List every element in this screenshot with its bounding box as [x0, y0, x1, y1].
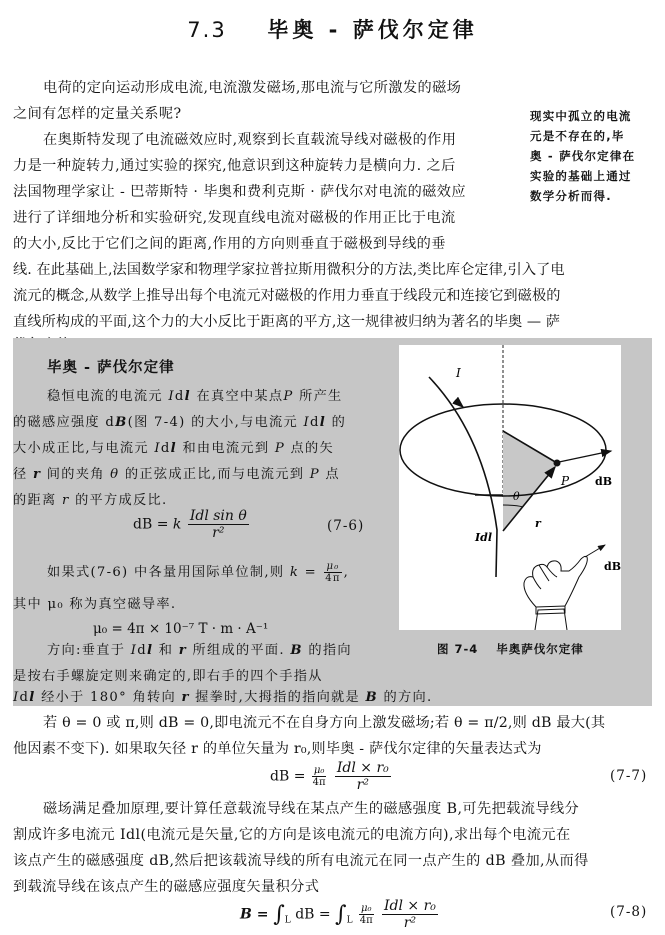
numerator: μ₀ [313, 765, 325, 776]
equation-number: (7-6) [327, 518, 365, 534]
text: 点的矢 [285, 441, 335, 456]
var-P: P [309, 467, 320, 482]
side-note-line: 奥 - 萨伐尔定律在 [530, 149, 636, 163]
text: d [310, 415, 320, 430]
text: 所产生 [293, 389, 343, 404]
var-B: B [365, 690, 378, 705]
text-line: 该点产生的磁感强度 dB,然后把该载流导线的所有电流元在同一点产生的 dB 叠加,从而得 [13, 853, 589, 869]
fraction [188, 508, 249, 541]
text-line: 之间有怎样的定量关系呢? [13, 106, 182, 122]
text: 握拳时,大拇指的指向就是 [189, 690, 366, 705]
text: 所组成的平面. [187, 643, 291, 658]
side-note-line: 元是不存在的,毕 [530, 129, 625, 143]
text: , [343, 565, 350, 580]
text-line: 流元的概念,从数学上推导出每个电流元对磁极的作用力垂直于线段元和连接它到磁极的 [13, 288, 561, 304]
fraction [382, 898, 438, 931]
denominator: r² [403, 915, 417, 931]
text: 在真空中某点 [190, 389, 284, 404]
fraction [335, 760, 391, 793]
var-B: B [115, 415, 128, 430]
numerator: Idl × r₀ [336, 760, 389, 776]
side-note-line: 数学分析而得. [530, 189, 612, 203]
var-r: r [32, 467, 42, 482]
text: d [160, 441, 171, 456]
var-I: I [303, 415, 311, 430]
figure-caption [437, 641, 584, 657]
law-text-line [13, 685, 432, 711]
fraction [324, 561, 341, 584]
var-B: B [290, 643, 303, 658]
side-note-line: 实验的基础上通过 [530, 169, 632, 183]
denominator: 4π [359, 915, 373, 926]
var-P: P [274, 441, 286, 456]
eq-lhs: B = [240, 906, 274, 923]
label-r: r [535, 517, 541, 530]
numerator: Idl sin θ [189, 508, 247, 524]
label-dB-hand: dB [604, 560, 621, 573]
point-P-icon [554, 460, 561, 467]
label-Idl: Idl [475, 531, 493, 544]
law-text-line: 其中 μ₀ 称为真空磁导率. [13, 597, 177, 612]
figure-7-4 [399, 345, 621, 630]
numerator: μ₀ [326, 561, 340, 572]
law-text-line: 是按右手螺旋定则来确定的,即右手的四个手指从 [13, 669, 323, 684]
text-line: 电荷的定向运动形成电流,电流激发磁场,那电流与它所激发的磁场 [43, 80, 462, 96]
caption-title: 毕奥萨伐尔定律 [496, 642, 584, 656]
var-r: r [178, 643, 187, 658]
text: 间的夹角 [41, 467, 111, 482]
var-P: P [283, 389, 294, 404]
section-number: 7.3 [187, 18, 227, 42]
equation-7-8 [240, 898, 440, 931]
var-l: l [319, 415, 327, 430]
text-line: 割成许多电流元 Idl(电流元是矢量,它的方向是该电流元的电流方向),求出每个电流元在 [13, 827, 571, 843]
denominator: r² [356, 777, 369, 793]
label-theta: θ [513, 490, 520, 503]
text: 点 [319, 467, 340, 482]
text: d [19, 690, 30, 705]
integral-sign: ∫ [335, 902, 347, 927]
eq-mid: dB = [295, 906, 336, 923]
eq-lhs: dB = [270, 768, 310, 785]
biot-savart-diagram [399, 345, 621, 630]
side-note-line: 现实中孤立的电流 [530, 109, 632, 123]
var-I: I [130, 643, 138, 658]
label-point-P: P [561, 474, 570, 488]
equation-number: (7-8) [610, 904, 648, 920]
text-line: 力是一种旋转力,通过实验的探究,他意识到这种旋转力是横向力. 之后 [13, 158, 456, 174]
law-box [13, 338, 652, 706]
text: 径 [13, 467, 33, 482]
var-I: I [154, 441, 161, 456]
var-l: l [170, 441, 177, 456]
text-line: 进行了详细地分析和实验研究,发现直线电流对磁极的作用正比于电流 [13, 210, 456, 226]
var-I: I [168, 389, 175, 404]
denominator: 4π [325, 573, 341, 584]
text-line: 法国物理学家让 - 巴蒂斯特 · 毕奥和费利克斯 · 萨伐尔对电流的磁效应 [13, 184, 466, 200]
law-text-line [13, 436, 334, 462]
equation-7-7 [270, 760, 393, 793]
text-line: 磁场满足叠加原理,要计算任意载流导线在某点产生的磁感强度 B,可先把载流导线分 [43, 801, 580, 817]
section-heading [0, 14, 665, 44]
law-text-line [13, 410, 346, 436]
label-dB: dB [595, 475, 612, 488]
text: 的指向 [302, 643, 352, 658]
var-l: l [184, 389, 191, 404]
var-r: r [61, 493, 70, 508]
law-text-line [47, 384, 343, 410]
var-k: k [289, 565, 300, 580]
text: d [174, 389, 185, 404]
text: 的平方成反比. [69, 493, 168, 508]
text: 稳恒电流的电流元 [47, 389, 169, 404]
integral-limit: L [284, 915, 291, 926]
integral-limit: L [346, 915, 353, 926]
text: = [299, 565, 323, 580]
fraction [312, 765, 327, 788]
caption-number: 图 7-4 [437, 642, 479, 656]
text: d [137, 643, 147, 658]
text: 经小于 180° 角转向 [35, 690, 182, 705]
text: (图 7-4) 的大小,与电流元 [127, 415, 304, 430]
integral-sign: ∫ [273, 902, 285, 927]
text-line: 在奥斯特发现了电流磁效应时,观察到长直载流导线对磁极的作用 [43, 132, 457, 148]
right-hand-icon [524, 556, 587, 630]
current-arrow-icon [455, 400, 463, 407]
fraction [359, 903, 374, 926]
var-I: I [13, 690, 20, 705]
text: 大小成正比,与电流元 [13, 441, 155, 456]
text: 和由电流元到 [176, 441, 275, 456]
text: 的 [326, 415, 347, 430]
var-theta: θ [110, 467, 120, 482]
numerator: μ₀ [361, 903, 372, 914]
text: 的方向. [377, 690, 433, 705]
law-box-title: 毕奥 - 萨伐尔定律 [47, 360, 175, 376]
text: 的正弦成正比,而与电流元到 [119, 467, 310, 482]
label-current: I [456, 366, 461, 380]
law-text-line [47, 638, 352, 664]
text: 如果式(7-6) 中各量用国际单位制,则 [47, 565, 290, 580]
var-l: l [29, 690, 36, 705]
side-note [530, 106, 655, 206]
mu0-equation: μ₀ = 4π × 10⁻⁷ T · m · A⁻¹ [93, 621, 269, 637]
thumb-dB-arrow [585, 545, 605, 557]
denominator: r² [212, 525, 225, 541]
var-r: r [181, 690, 190, 705]
equation-7-6 [133, 508, 251, 541]
eq-lhs: dB = [133, 516, 173, 533]
text-line: 直线所构成的平面,这个力的大小反比于距离的平方,这一规律被归纳为著名的毕奥 — 萨 [13, 314, 561, 330]
equation-number: (7-7) [610, 768, 648, 784]
shaded-plane [503, 431, 557, 531]
var-l: l [146, 643, 154, 658]
text-line: 线. 在此基础上,法国数学家和物理学家拉普拉斯用微积分的方法,类比库仑定律,引入了电 [13, 262, 565, 278]
text-line: 到载流导线在该点产生的磁感应强度矢量积分式 [13, 879, 320, 895]
text: 方向:垂直于 [47, 643, 131, 658]
text: 和 [153, 643, 179, 658]
denominator: 4π [312, 777, 326, 788]
numerator: Idl × r₀ [383, 898, 436, 914]
var-k: k [172, 516, 182, 533]
text-line: 他因素不变下). 如果取矢径 r 的单位矢量为 r₀,则毕奥 - 萨伐尔定律的矢量表达式为 [13, 741, 542, 757]
text: 的磁感应强度 d [13, 415, 116, 430]
text: 的距离 [13, 493, 62, 508]
text-line: 若 θ = 0 或 π,则 dB = 0,即电流元不在自身方向上激发磁场;若 θ = π/2,则 dB 最大(其 [43, 715, 606, 731]
law-text-line [13, 462, 340, 488]
text-line: 的大小,反比于它们之间的距离,作用的方向则垂直于磁极到导线的垂 [13, 236, 446, 252]
law-text-line [47, 560, 349, 586]
section-title: 毕奥 - 萨伐尔定律 [267, 18, 478, 42]
